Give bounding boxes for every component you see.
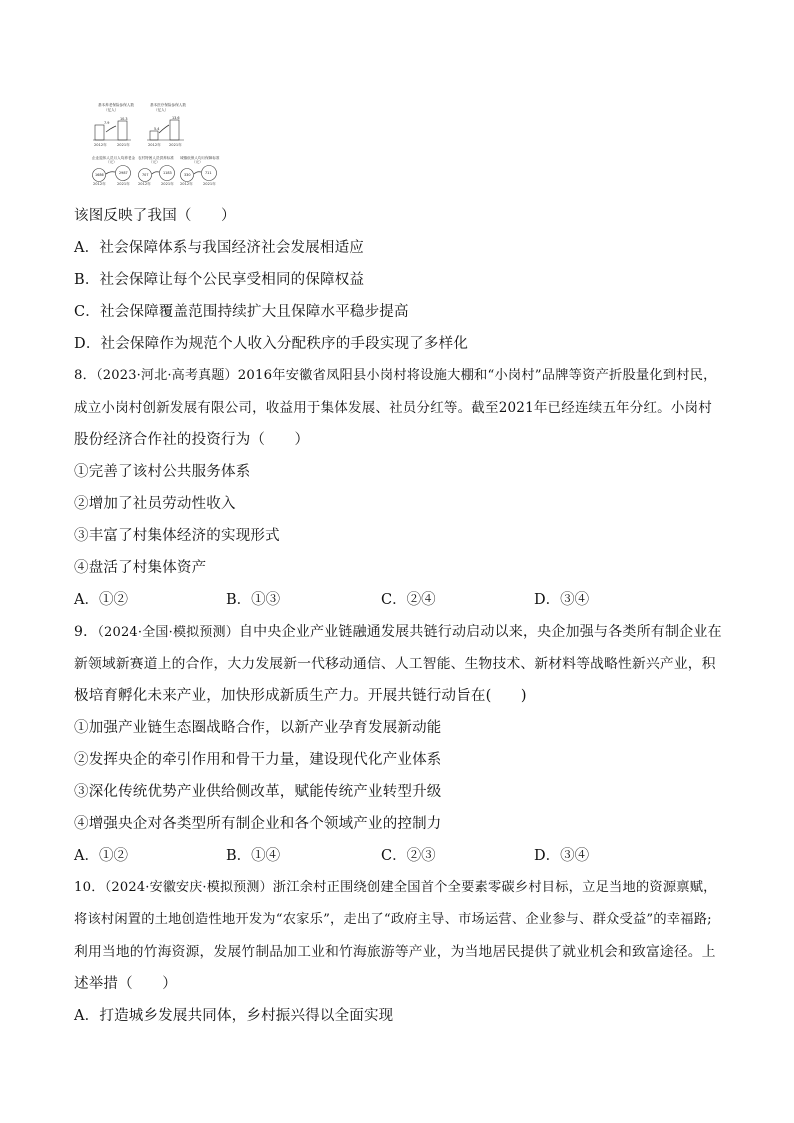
q8-choice-a[interactable]: A．①②	[74, 592, 128, 608]
q9-text-1: 自中央企业产业链融通发展共链行动启动以来，央企加强与各类所有制企业在	[238, 624, 722, 640]
q8-source: （2023·河北·高考真题）	[96, 368, 238, 383]
q10-line-2: 将该村闲置的土地创造性地开发为“农家乐”，走出了“政府主导、市场运营、企业参与、群众受益”的幸福路;	[74, 912, 712, 927]
q8-line-2: 成立小岗村创新发展有限公司，收益用于集体发展、社员分红等。截至2021年已经连续五年分红。小岗村	[74, 400, 712, 416]
panel3-title: 企业退休人员月人均养老金	[92, 156, 136, 160]
panel2-year-b: 2021年	[169, 143, 182, 147]
panel3-year-a: 2012年	[93, 182, 106, 186]
q9-choice-c[interactable]: C．②③	[381, 848, 436, 864]
panel4-value-a: 707	[142, 173, 149, 177]
panel3-unit: （元）	[106, 160, 117, 164]
q9-choices	[74, 846, 634, 866]
panel3-value-b: 2987	[119, 171, 128, 175]
q9-choice-a[interactable]: A．①②	[74, 848, 128, 864]
panel5-value-a: 330	[184, 173, 191, 177]
panel1-value-b: 10.3	[120, 117, 128, 121]
q7-option-c[interactable]: C．社会保障覆盖范围持续扩大且保障水平稳步提高	[74, 304, 409, 320]
q9-choice-d[interactable]: D．③④	[534, 848, 590, 864]
q10-line-1	[74, 878, 717, 898]
q7-option-d[interactable]: D．社会保障作为规范个人收入分配秩序的手段实现了多样化	[74, 336, 469, 352]
panel2-title: 基本医疗保险参保人数	[150, 103, 186, 107]
panel1-bar-b	[118, 121, 127, 140]
q10-text-1: 浙江余村正围绕创建全国首个全要素零碳乡村目标，立足当地的资源禀赋，	[272, 880, 717, 895]
q8-item-1: ①完善了该村公共服务体系	[74, 464, 251, 480]
q8-number: 8．	[74, 368, 97, 383]
q8-text-1: 2016年安徽省凤阳县小岗村将设施大棚和“小岗村”品牌等资产折股量化到村民，	[237, 368, 717, 383]
panel4-year-b: 2021年	[161, 182, 174, 186]
q8-choice-b[interactable]: B．①③	[226, 592, 281, 608]
q9-item-1: ①加强产业链生态圈战略合作，以新产业孕育发展新动能	[74, 720, 442, 736]
q9-item-2: ②发挥央企的牵引作用和骨干力量，建设现代化产业体系	[74, 752, 442, 768]
q9-line-1	[74, 622, 722, 643]
q9-line-2: 新领域新赛道上的合作，大力发展新一代移动通信、人工智能、生物技术、新材料等战略性新兴产业，积	[74, 656, 716, 672]
panel5-year-b: 2021年	[203, 182, 216, 186]
panel2-bar-b	[170, 120, 179, 140]
q8-item-2: ②增加了社员劳动性收入	[74, 496, 236, 512]
q10-option-a[interactable]: A．打造城乡发展共同体，乡村振兴得以全面实现	[74, 1008, 394, 1024]
q8-choices	[74, 590, 634, 610]
panel1-title: 基本养老保险参保人数	[98, 103, 134, 107]
q8-line-3: 股份经济合作社的投资行为（ ）	[74, 432, 310, 448]
q7-option-a[interactable]: A．社会保障体系与我国经济社会发展相适应	[74, 240, 364, 256]
panel1-year-a: 2012年	[94, 143, 107, 147]
q7-stem: 该图反映了我国（ ）	[74, 208, 236, 224]
q8-choice-c[interactable]: C．②④	[381, 592, 436, 608]
q9-source: （2024·全国·模拟预测）	[97, 625, 239, 640]
q8-choice-d[interactable]: D．③④	[534, 592, 590, 608]
panel2-unit: （亿人）	[154, 108, 169, 112]
panel5-value-b: 711	[205, 171, 212, 175]
panel4-arrow-icon	[152, 172, 159, 174]
q9-line-3: 极培育孵化未来产业，加快形成新质生产力。开展共链行动旨在( )	[74, 688, 527, 704]
panel3-year-b: 2021年	[117, 182, 130, 186]
panel4-year-a: 2012年	[138, 182, 151, 186]
panel1-arrow-icon	[106, 126, 116, 132]
q10-source: （2024·安徽安庆·模拟预测）	[104, 880, 273, 895]
panel3-value-a: 1686	[95, 173, 104, 177]
q9-choice-b[interactable]: B．①④	[226, 848, 281, 864]
panel2-value-b: 13.6	[172, 116, 180, 120]
q9-number: 9．	[74, 624, 98, 640]
panel5-arrow-icon	[194, 172, 201, 174]
panel1-year-b: 2021年	[117, 143, 130, 147]
q9-item-4: ④增强央企对各类型所有制企业和各个领域产业的控制力	[74, 816, 442, 832]
q8-item-3: ③丰富了村集体经济的实现形式	[74, 528, 280, 544]
panel4-value-b: 1183	[163, 171, 172, 175]
panel2-year-a: 2012年	[148, 143, 161, 147]
panel2-value-a: 5.4	[154, 127, 160, 131]
social-security-figure	[92, 100, 242, 186]
panel3-arrow-icon	[106, 172, 115, 174]
panel1-unit: （亿人）	[104, 108, 119, 112]
panel4-unit: （元）	[149, 160, 160, 164]
figure-svg	[92, 100, 242, 186]
panel5-year-a: 2012年	[180, 182, 193, 186]
q10-line-4: 述举措（ ）	[74, 976, 177, 992]
panel1-value-a: 7.9	[104, 121, 110, 125]
panel1-bar-a	[95, 125, 104, 140]
panel5-unit: （元）	[192, 160, 203, 164]
q8-item-4: ④盘活了村集体资产	[74, 560, 207, 576]
panel5-title: 城镇低保人均月保障标准	[180, 156, 220, 160]
q10-number: 10．	[74, 880, 105, 895]
q10-line-3: 利用当地的竹海资源，发展竹制品加工业和竹海旅游等产业，为当地居民提供了就业机会和致富途径。上	[74, 944, 716, 960]
q8-line-1	[74, 366, 717, 386]
q7-option-b[interactable]: B．社会保障让每个公民享受相同的保障权益	[74, 272, 365, 288]
panel2-arrow-icon	[159, 125, 169, 133]
panel2-bar-a	[150, 131, 158, 140]
panel4-title: 农村特困人员供养标准	[138, 156, 174, 160]
q9-item-3: ③深化传统优势产业供给侧改革，赋能传统产业转型升级	[74, 784, 442, 800]
